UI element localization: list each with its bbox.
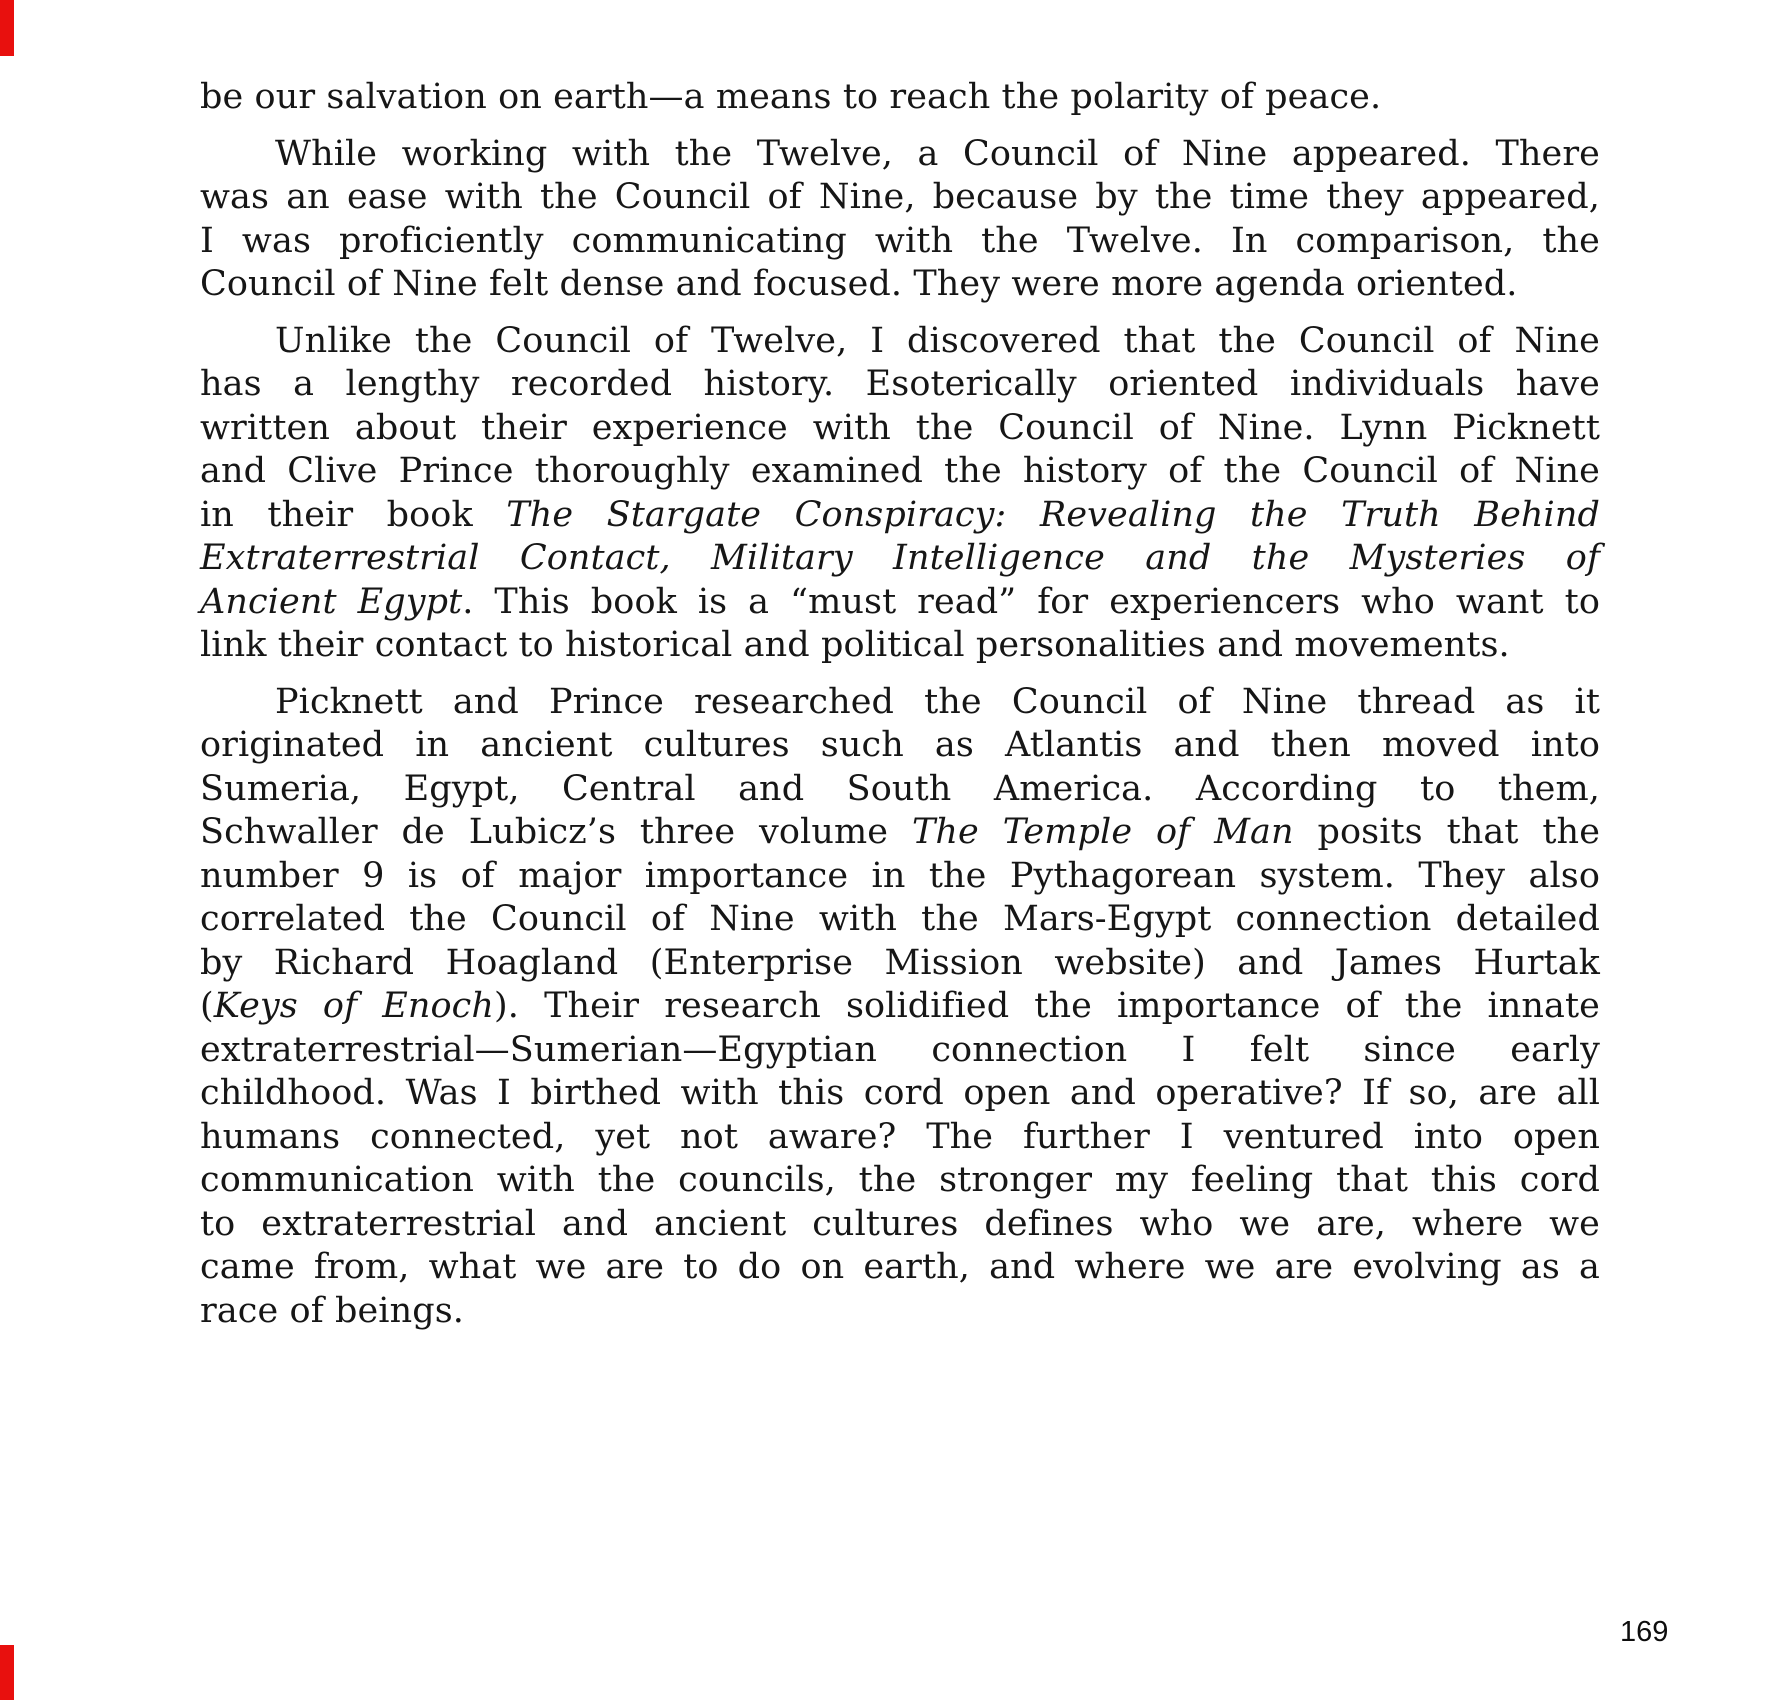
body-text: link their contact to historical and political personalities and movements. [200, 625, 1510, 665]
book-title-text: The Temple of Man [911, 812, 1294, 852]
body-text: Schwaller de Lubicz’s three volume [200, 812, 912, 852]
body-text: to extraterrestrial and ancient cultures defines who we are, where we [200, 1203, 1600, 1244]
body-text: Picknett and Prince researched the Council of Nine thread as it [275, 681, 1600, 722]
text-line [200, 624, 1600, 668]
book-title-text: Keys of Enoch [213, 986, 495, 1026]
text-line [200, 133, 1600, 177]
body-text: in their book [200, 494, 507, 535]
body-text: Council of Nine felt dense and focused. They were more agenda oriented. [200, 264, 1518, 304]
text-line [200, 898, 1600, 942]
page-text [200, 76, 1600, 1333]
book-title-text: Ancient Egypt [200, 581, 463, 622]
text-line [200, 320, 1600, 364]
text-line [200, 263, 1600, 307]
text-line [200, 220, 1600, 264]
text-line [200, 450, 1600, 494]
text-line [200, 681, 1600, 725]
body-text: by Richard Hoagland (Enterprise Mission website) and James Hurtak [200, 942, 1600, 983]
text-line [200, 724, 1600, 768]
text-line [200, 1246, 1600, 1290]
body-text: race of beings. [200, 1290, 465, 1331]
body-text: posits that the [1293, 812, 1601, 852]
body-text: childhood. Was I birthed with this cord open and operative? If so, are all [200, 1073, 1600, 1113]
body-text: originated in ancient cultures such as Atlantis and then moved into [200, 725, 1600, 765]
paragraph [200, 76, 1600, 120]
text-line [200, 942, 1600, 986]
body-text: number 9 is of major importance in the Pythagorean system. They also [200, 855, 1600, 896]
text-line [200, 1072, 1600, 1116]
body-text: communication with the councils, the stronger my feeling that this cord [200, 1160, 1600, 1200]
body-text: be our salvation on earth—a means to reach the polarity of peace. [200, 77, 1382, 117]
body-text: I was proficiently communicating with the Twelve. In comparison, the [200, 220, 1600, 261]
body-text: humans connected, yet not aware? The further I ventured into open [200, 1116, 1600, 1157]
text-line [200, 811, 1600, 855]
body-text: correlated the Council of Nine with the Mars-Egypt connection detailed [200, 899, 1600, 939]
scan-artifact-top [0, 0, 14, 56]
text-line [200, 537, 1600, 581]
text-line [200, 76, 1600, 120]
text-line [200, 768, 1600, 812]
body-text: written about their experience with the Council of Nine. Lynn Picknett [200, 407, 1600, 448]
book-title-text: The Stargate Conspiracy: Revealing the Truth Behind [506, 494, 1600, 535]
body-text: Sumeria, Egypt, Central and South America. According to them, [200, 768, 1600, 809]
text-line [200, 985, 1600, 1029]
text-line [200, 1203, 1600, 1247]
text-line [200, 1159, 1600, 1203]
paragraph [200, 320, 1600, 668]
text-line [200, 176, 1600, 220]
paragraph [200, 133, 1600, 307]
text-line [200, 855, 1600, 899]
paragraph [200, 681, 1600, 1334]
body-text: and Clive Prince thoroughly examined the history of the Council of Nine [200, 451, 1600, 491]
body-text: came from, what we are to do on earth, and where we are evolving as a [200, 1247, 1600, 1287]
page-number: 169 [1620, 1616, 1669, 1648]
body-text: While working with the Twelve, a Council of Nine appeared. There [275, 133, 1600, 174]
text-line [200, 407, 1600, 451]
text-line [200, 494, 1600, 538]
scan-artifact-bottom [0, 1645, 14, 1700]
body-text: has a lengthy recorded history. Esoterically oriented individuals have [200, 364, 1600, 404]
body-text: Unlike the Council of Twelve, I discovered that the Council of Nine [275, 320, 1600, 361]
text-line [200, 581, 1600, 625]
text-line [200, 363, 1600, 407]
body-text: ( [200, 986, 214, 1026]
text-line [200, 1116, 1600, 1160]
body-text: was an ease with the Council of Nine, because by the time they appeared, [200, 177, 1600, 217]
body-text: . This book is a “must read” for experiencers who want to [462, 581, 1600, 622]
text-line [200, 1029, 1600, 1073]
book-title-text: Extraterrestrial Contact, Military Intelligence and the Mysteries of [200, 538, 1600, 578]
body-text: extraterrestrial—Sumerian—Egyptian connection I felt since early [200, 1029, 1600, 1070]
text-line [200, 1290, 1600, 1334]
body-text: ). Their research solidified the importance of the innate [494, 986, 1600, 1026]
